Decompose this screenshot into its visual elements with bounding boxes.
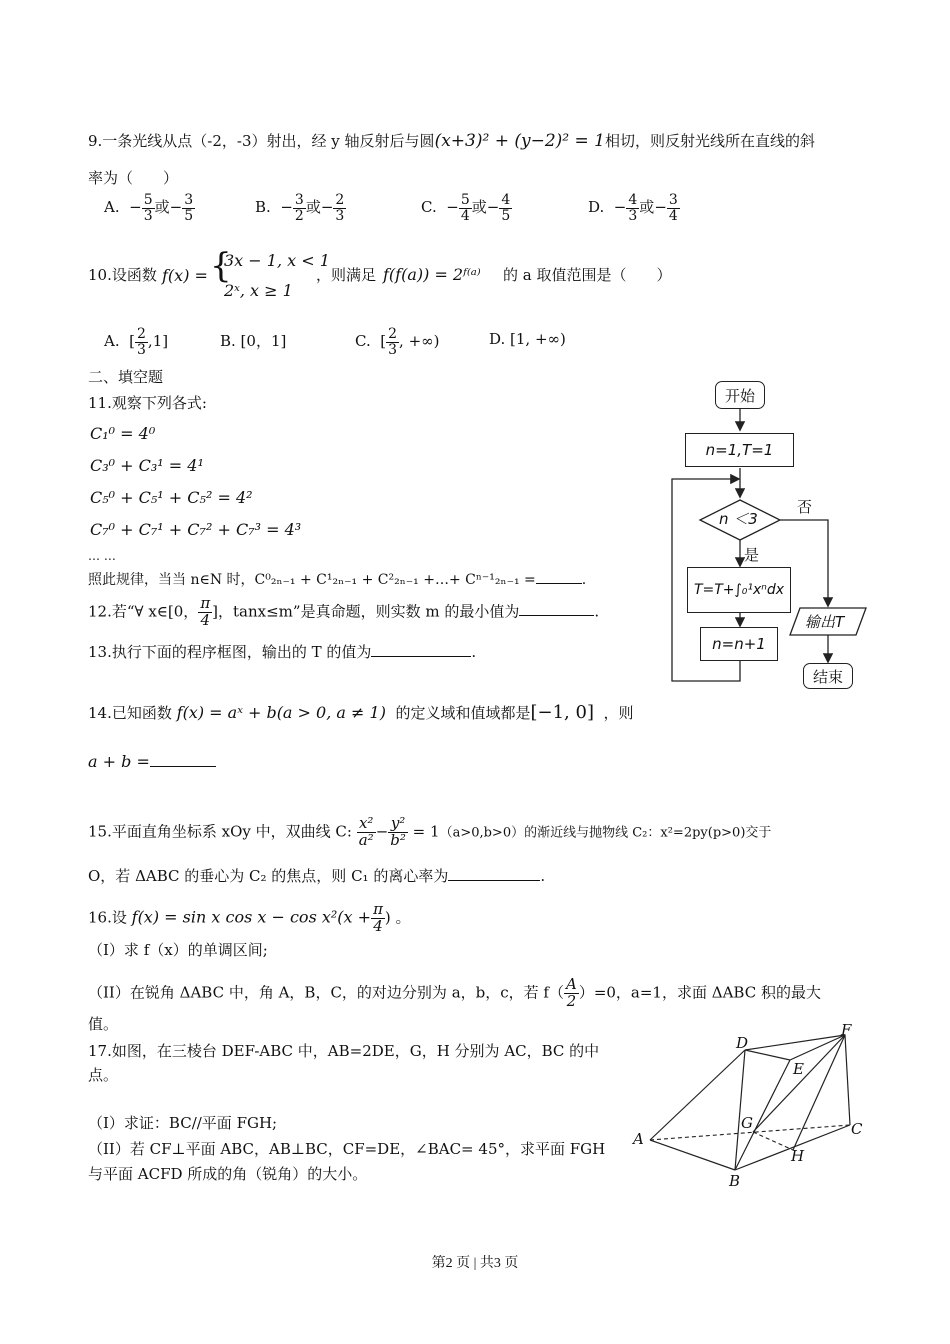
frustum-figure	[630, 1020, 870, 1195]
q10-suffix: 的 a 取值范围是（ ）	[503, 266, 672, 284]
q16-part2-end: 值。	[88, 1015, 119, 1033]
section-title: 二、填空题	[88, 368, 164, 386]
flow-yes-label: 是	[744, 546, 760, 564]
label-h: H	[791, 1147, 805, 1165]
q9-option-a: A. − $\frac{5}{3}$ 或− $\frac{3}{5}$	[104, 192, 194, 224]
label-f: F	[841, 1021, 852, 1039]
label-a: A	[633, 1130, 644, 1148]
q10-option-b: B. [0，1]	[220, 332, 287, 350]
label-b: B	[729, 1172, 741, 1190]
q9-option-c: C. − $\frac{5}{4}$ 或− $\frac{4}{5}$	[421, 192, 511, 224]
q12-text: 12.若“∀ x∈[0， $\frac{\pi}{4}$ ]，tanx≤m”是真命题，则实数 m 的最小值为 .	[88, 594, 600, 629]
q11-rule: 照此规律，当当 n∈N 时，C⁰₂ₙ₋₁ + C¹₂ₙ₋₁ + C²₂ₙ₋₁ +…+ Cⁿ⁻¹₂ₙ₋₁ = .	[88, 569, 586, 589]
q10-case2: 2ˣ, x ≥ 1	[224, 281, 293, 300]
q17-part2: （II）若 CF⊥平面 ABC，AB⊥BC，CF=DE，∠BAC= 45°，求平面 FGH	[88, 1140, 606, 1158]
q11-title: 11.观察下列各式:	[88, 394, 207, 412]
flow-no-label: 否	[797, 498, 813, 516]
flow-increment: n=n+1	[700, 627, 778, 661]
q10-middle: ，则满足	[316, 266, 377, 284]
q16-part1: （I）求 f（x）的单调区间;	[88, 941, 268, 959]
q14-line2: a + b =	[88, 752, 216, 771]
q17-part3: 与平面 ACFD 所成的角（锐角）的大小。	[88, 1165, 368, 1183]
q10-option-d: D. [1, +∞)	[489, 330, 566, 348]
q10-brace: {	[210, 246, 232, 286]
q14-line1: 14.已知函数 f(x) = aˣ + b(a > 0, a ≠ 1) 的定义域和值域都是[−1, 0] ，则	[88, 702, 634, 723]
q17-part1: （I）求证：BC//平面 FGH;	[88, 1114, 278, 1132]
q17-line1: 17.如图，在三棱台 DEF-ABC 中，AB=2DE，G，H 分别为 AC，BC 的中	[88, 1042, 600, 1060]
flow-start: 开始	[715, 381, 765, 409]
label-e: E	[793, 1060, 804, 1078]
q13-text: 13.执行下面的程序框图，输出的 T 的值为 .	[88, 643, 477, 661]
label-d: D	[736, 1034, 749, 1052]
q11-row: C₃⁰ + C₃¹ = 4¹	[90, 456, 204, 475]
q11-dots: … …	[88, 549, 116, 563]
label-c: C	[851, 1120, 863, 1138]
q15-line2: O，若 ΔABC 的垂心为 C₂ 的焦点，则 C₁ 的离心率为 .	[88, 867, 546, 885]
q9-option-b: B. − $\frac{3}{2}$ 或− $\frac{2}{3}$	[255, 192, 345, 224]
q17-line2: 点。	[88, 1066, 119, 1084]
flow-condition: n ＜3	[719, 510, 758, 528]
flow-body: T=T+∫₀¹xⁿdx	[687, 567, 791, 613]
q11-row: C₇⁰ + C₇¹ + C₇² + C₇³ = 4³	[90, 520, 302, 539]
q10-cond: f(f(a)) = 2ᶠ⁽ᵃ⁾	[383, 265, 481, 284]
q11-row: C₁⁰ = 4⁰	[90, 424, 156, 443]
q10-fx: f(x) =	[162, 266, 208, 285]
q9-option-d: D. − $\frac{4}{3}$ 或− $\frac{3}{4}$	[588, 192, 678, 224]
page-footer: 第2 页 | 共3 页	[431, 1256, 519, 1271]
q9-line1: 9.一条光线从点（-2，-3）射出，经 y 轴反射后与圆(x+3)² + (y−2)² = 1相切，则反射光线所在直线的斜	[88, 131, 815, 151]
label-g: G	[741, 1114, 753, 1132]
q15-line1: 15.平面直角坐标系 xOy 中，双曲线 C: $\frac{\text{x²}}{\text{a²}}$ − $\frac{\text{y²}}{\text{b²}}$ = 1（a>0,b>0）的渐近线与抛物线 C₂：x²=2py(p>0)交于	[88, 814, 772, 849]
q10-prefix: 10.设函数	[88, 266, 157, 284]
q11-row: C₅⁰ + C₅¹ + C₅² = 4²	[90, 488, 253, 507]
flow-init: n=1,T=1	[685, 433, 794, 467]
q16-part2: （II）在锐角 ΔABC 中，角 A，B，C，的对边分别为 a，b，c，若 f（ $\frac{A}{2}$ ）=0，a=1，求面 ΔABC 积的最大	[88, 975, 821, 1010]
flow-end: 结束	[803, 663, 853, 689]
q9-line2: 率为（ ）	[88, 169, 179, 187]
flow-output: 输出T	[805, 613, 845, 631]
q10-case1: 3x − 1, x < 1	[224, 251, 330, 270]
q10-option-c: C. [ $\frac{2}{3}$ , +∞)	[355, 326, 440, 358]
q10-option-a: A. [ $\frac{2}{3}$ ,1]	[104, 326, 169, 358]
q16-line: 16.设 f(x) = sin x cos x − cos x²(x + $\frac{\pi}{4}$ ) 。	[88, 900, 411, 935]
